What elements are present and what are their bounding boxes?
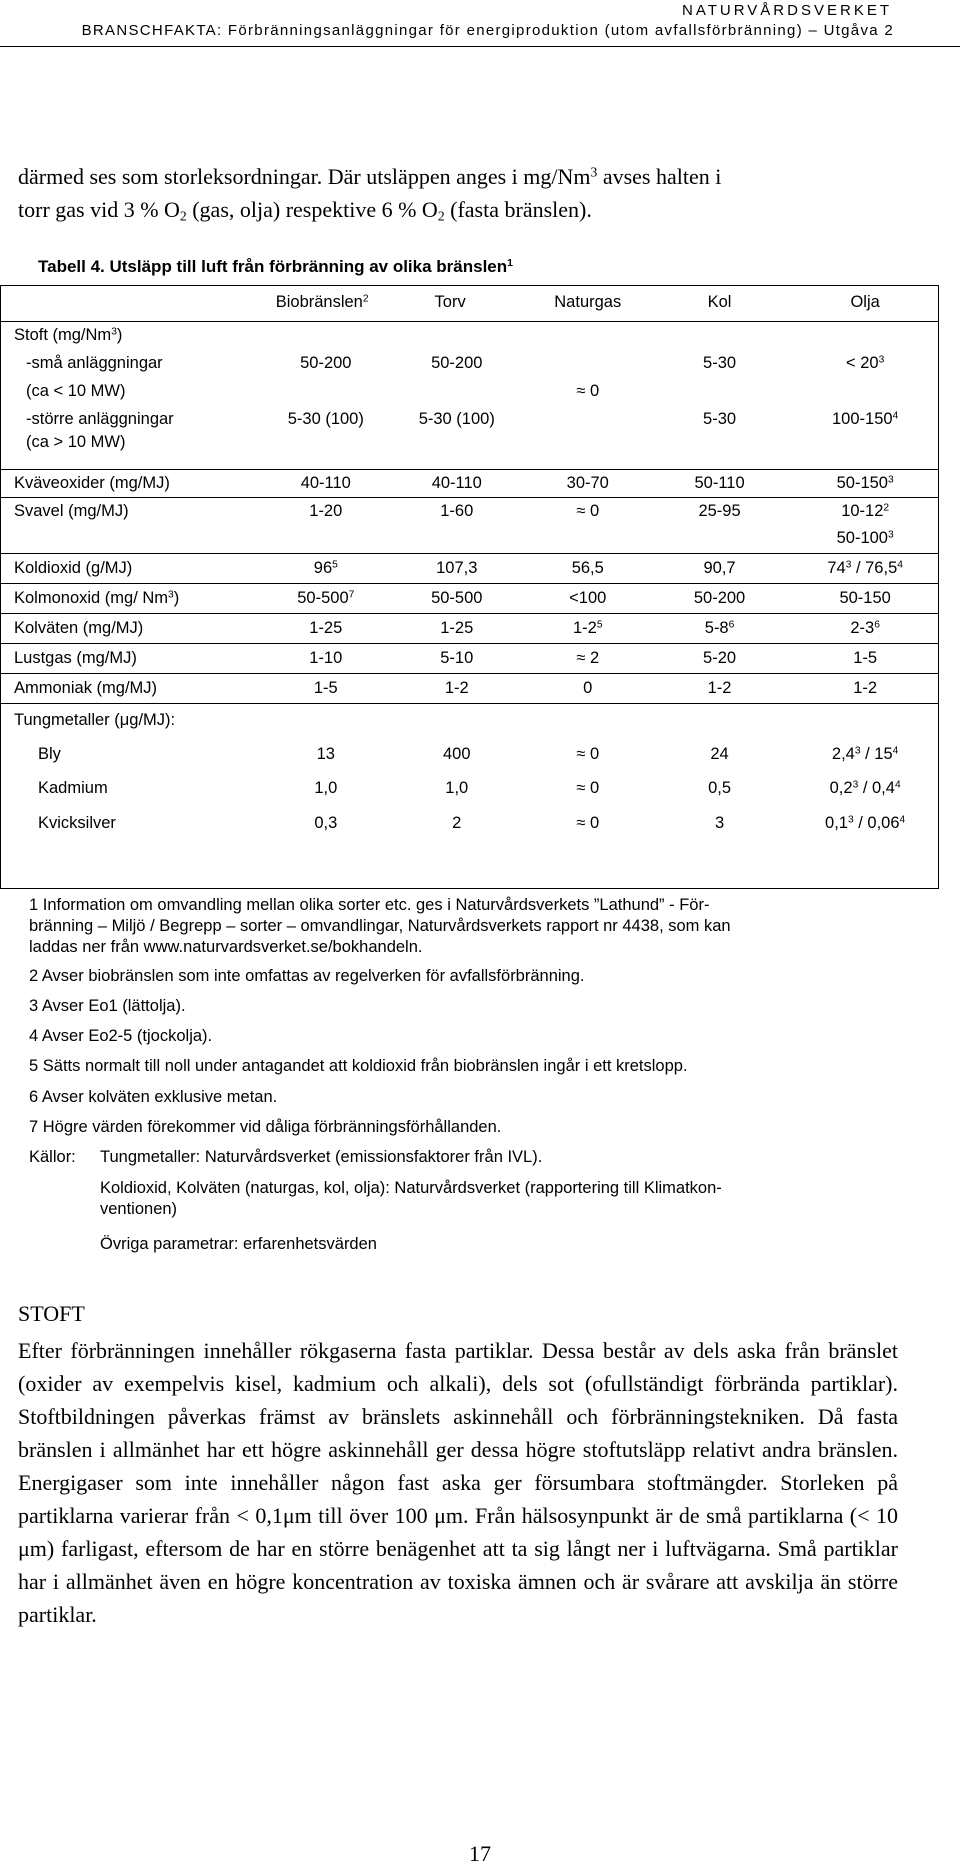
col-header-olja: Olja <box>791 285 939 321</box>
cell: 5-30 (100) <box>287 409 364 428</box>
cell: ≈ 2 <box>528 643 648 673</box>
table-row <box>0 377 939 405</box>
cell: < $20^3$ <box>846 353 885 372</box>
section-body: Efter förbränningen innehåller rökgaserna fasta partiklar. Dessa består av dels aska från bränslet (oxider av exempelvis kisel, kadmium och alkali), dels sot (ofullständigt förbrända partiklar). Stoftbildningen påverkas främst av bränslets askinnehåll och förbränningstekniken. Då fasta bränslen i allmänhet har ett högre askinnehåll ger dessa högre stoftutsläpp relativt andra bränslen. Energigaser som inte innehåller någon fast aska ger försumbara stoftmängder. Storleken på partiklarna varierar från < 0,1μm till över 100 μm. Från hälsosynpunkt är de små partiklarna (< 10 μm) farligast, eftersom de har en större benägenhet att ta sig långt ner i luftvägarna. Små partiklar har i allmänhet även en högre koncentration av toxiska ämnen och är svårare att avskilja än större partiklar. <box>18 1338 898 1627</box>
footnote-6: 6 Avser kolväten exklusive metan. <box>29 1088 278 1106</box>
col-header-kol: Kol <box>648 285 791 321</box>
cell: 3 <box>714 813 725 832</box>
row-label-kvicksilver: Kvicksilver <box>38 813 116 832</box>
row-label-koldioxid: Koldioxid (g/MJ) <box>0 553 266 583</box>
cell: 1-60 <box>440 501 474 520</box>
table-row <box>0 321 939 349</box>
footnote-1: 1 Information om omvandling mellan olika sorter etc. ges i Naturvårdsverkets ”Lathund” - För- bränning – Miljö / Begrepp – sorter – omvandlingar, Naturvårdsverkets rapport nr 4438, som kan laddas ner från www.naturvardsverket.se/bokhandeln. <box>29 896 731 956</box>
cell: 0,3 <box>314 813 338 832</box>
cell: <100 <box>528 583 648 613</box>
table-row <box>0 583 939 613</box>
row-label-large: -större anläggningar <box>26 409 174 428</box>
table-row <box>0 497 939 525</box>
cell: 1-5 <box>266 673 386 703</box>
cell: 50-110 <box>648 469 791 497</box>
cell: $2-3^6$ <box>791 613 939 643</box>
cell: $96^5$ <box>266 553 386 583</box>
table-row <box>0 703 939 737</box>
row-label-bly: Bly <box>38 744 61 763</box>
table-row <box>0 737 939 771</box>
table-header-row <box>0 285 939 321</box>
cell: $2,4^3 / 15^4$ <box>831 744 899 763</box>
col-header-naturgas: Naturgas <box>528 285 648 321</box>
header-subtitle: BRANSCHFAKTA: Förbränningsanläggningar för energiproduktion (utom avfallsförbränning) – Utgåva 2 <box>81 22 894 39</box>
cell: 40-110 <box>386 469 528 497</box>
cell: $0,1^3 / 0,06^4$ <box>825 813 906 832</box>
cell: ≈ 0 <box>576 778 600 797</box>
footnote-2: 2 Avser biobränslen som inte omfattas av regelverken för avfallsförbränning. <box>29 967 585 985</box>
cell: 5-30 <box>703 409 737 428</box>
row-label-kadmium: Kadmium <box>38 778 108 797</box>
table-row <box>0 469 939 497</box>
intro-line-1: därmed ses som storleksordningar. Där utsläppen anges i mg/Nm$^3$ avses halten i <box>18 164 722 189</box>
cell: 30-70 <box>528 469 648 497</box>
intro-line-2: torr gas vid 3 % $O_2$ (gas, olja) respektive 6 % $O_2$ (fasta bränslen). <box>18 197 592 224</box>
cell: 13 <box>316 744 335 763</box>
cell: 400 <box>443 744 471 763</box>
footnote-4: 4 Avser Eo2-5 (tjockolja). <box>29 1027 213 1045</box>
emissions-table <box>0 285 939 841</box>
cell: 40-110 <box>266 469 386 497</box>
cell: 1-10 <box>266 643 386 673</box>
table-row <box>0 643 939 673</box>
cell: 5-30 <box>703 353 737 372</box>
cell: $100-150^4$ <box>832 409 899 428</box>
row-sublabel-small: (ca < 10 MW) <box>26 381 126 400</box>
cell: 5-20 <box>648 643 791 673</box>
cell: ≈ 0 <box>576 813 600 832</box>
cell: 50-200 <box>648 583 791 613</box>
cell: $50-100^3$ <box>791 525 939 553</box>
row-label-lustgas: Lustgas (mg/MJ) <box>0 643 266 673</box>
table-row <box>0 433 939 469</box>
table-row <box>0 525 939 553</box>
cell: 50-150 <box>791 583 939 613</box>
cell: 24 <box>710 744 729 763</box>
page-number: 17 <box>469 1841 491 1866</box>
cell: $5-8^6$ <box>648 613 791 643</box>
cell: 56,5 <box>528 553 648 583</box>
footnote-7: 7 Högre värden förekommer vid dåliga förbränningsförhållanden. <box>29 1118 502 1136</box>
cell: 5-10 <box>386 643 528 673</box>
table-row <box>0 771 939 805</box>
row-label-stoft: Stoft (mg/Nm$^3$) <box>14 325 123 344</box>
row-label-kvaveoxider: Kväveoxider (mg/MJ) <box>0 469 266 497</box>
cell: $10-12^2$ <box>841 501 890 520</box>
cell: 1-20 <box>309 501 343 520</box>
row-label-kolmonoxid: Kolmonoxid (mg/ Nm$^3$) <box>0 583 266 613</box>
cell: $50-150^3$ <box>791 469 939 497</box>
table-row <box>0 553 939 583</box>
row-label-small: -små anläggningar <box>26 353 163 372</box>
table-row <box>0 405 939 433</box>
section-title: STOFT <box>18 1301 85 1326</box>
col-header-bio: Biobränslen$^2$ Torv <box>266 285 528 321</box>
cell: 107,3 <box>386 553 528 583</box>
row-label-svavel: Svavel (mg/MJ) <box>14 501 129 520</box>
cell: 1-2 <box>648 673 791 703</box>
header-organization: NATURVÅRDSVERKET <box>682 2 892 19</box>
source-1: Tungmetaller: Naturvårdsverket (emissionsfaktorer från IVL). <box>100 1148 543 1166</box>
cell: ≈ 0 <box>576 381 600 400</box>
cell: 50-500 <box>386 583 528 613</box>
cell: 1-25 <box>386 613 528 643</box>
col-header-torv: Torv <box>434 293 466 312</box>
cell: $0,2^3 / 0,4^4$ <box>829 778 901 797</box>
table-row <box>0 805 939 841</box>
intro-paragraph <box>18 160 898 226</box>
row-label-ammoniak: Ammoniak (mg/MJ) <box>0 673 266 703</box>
cell: 0 <box>528 673 648 703</box>
cell: 1-25 <box>266 613 386 643</box>
row-label-tungmetaller: Tungmetaller (μg/MJ): <box>14 710 176 729</box>
cell: 1,0 <box>445 778 469 797</box>
cell: $1-2^5$ <box>528 613 648 643</box>
table-caption: Tabell 4. Utsläpp till luft från förbränning av olika bränslen$^1$ <box>38 257 514 276</box>
source-2: Koldioxid, Kolväten (naturgas, kol, olja): Naturvårdsverket (rapportering till Klimatkon- ventionen) <box>100 1179 722 1218</box>
footnote-5: 5 Sätts normalt till noll under antagandet att koldioxid från biobränslen ingår i ett kretslopp. <box>29 1057 688 1075</box>
cell: 90,7 <box>648 553 791 583</box>
row-sublabel-large: (ca > 10 MW) <box>0 433 266 469</box>
cell: ≈ 0 <box>576 744 600 763</box>
cell: 50-200 <box>431 353 483 372</box>
cell: 1-2 <box>386 673 528 703</box>
footnote-3: 3 Avser Eo1 (lättolja). <box>29 997 186 1015</box>
cell: $74^3 / 76,5^4$ <box>791 553 939 583</box>
cell: 50-200 <box>300 353 352 372</box>
cell: 25-95 <box>698 501 741 520</box>
cell: 1,0 <box>314 778 338 797</box>
header-divider <box>0 46 960 47</box>
cell: 0,5 <box>708 778 732 797</box>
cell: 2 <box>452 813 462 832</box>
row-label-kolvaten: Kolväten (mg/MJ) <box>0 613 266 643</box>
table-row <box>0 673 939 703</box>
sources-label: Källor: <box>29 1148 76 1166</box>
table-row <box>0 349 939 377</box>
cell: $50-500^7$ <box>266 583 386 613</box>
cell: 5-30 (100) <box>418 409 495 428</box>
table-row <box>0 613 939 643</box>
source-3: Övriga parametrar: erfarenhetsvärden <box>100 1235 377 1253</box>
cell: 1-5 <box>791 643 939 673</box>
cell: ≈ 0 <box>576 501 600 520</box>
cell: 1-2 <box>791 673 939 703</box>
